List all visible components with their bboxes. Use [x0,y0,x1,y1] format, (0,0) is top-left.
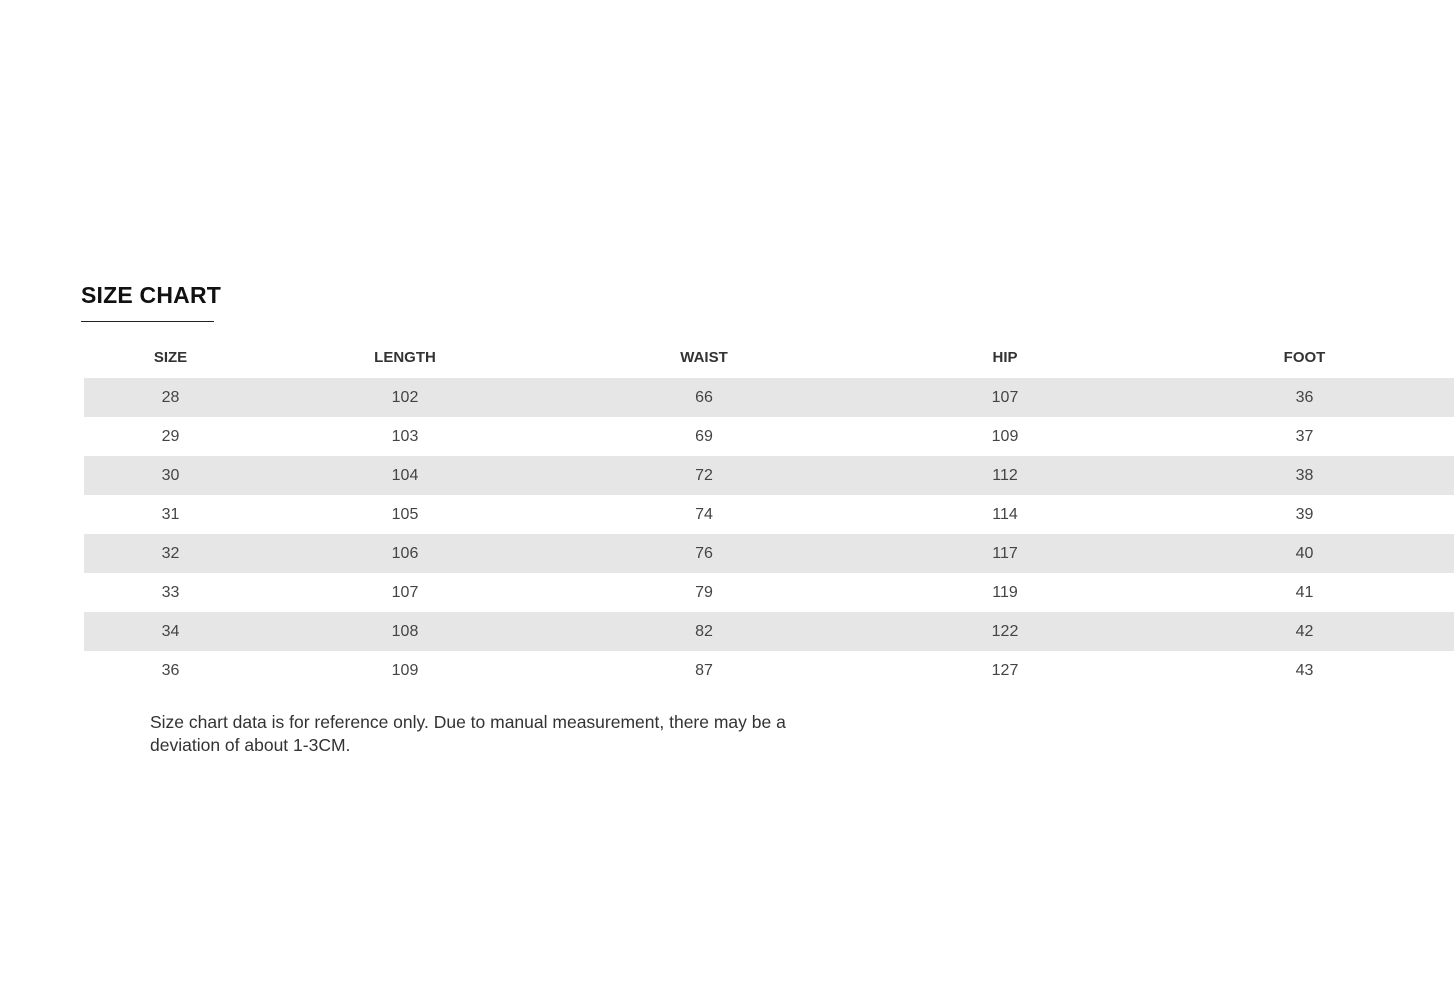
cell-hip: 107 [855,378,1155,417]
cell-length: 107 [391,583,419,601]
cell-size: 36 [161,661,180,679]
cell-size: 32 [84,534,257,573]
cell-length: 103 [391,427,419,445]
cell-foot: 43 [1295,661,1314,679]
cell-hip: 114 [992,505,1018,523]
table-row [84,534,1454,573]
cell-waist: 79 [695,583,713,601]
table-row [84,417,1454,456]
cell-waist: 76 [553,534,855,573]
cell-foot: 41 [1295,583,1314,601]
cell-foot: 36 [1155,378,1454,417]
cell-hip: 127 [991,661,1019,679]
cell-length: 106 [257,534,553,573]
cell-foot: 42 [1155,612,1454,651]
table-row [84,612,1454,651]
table-row [84,495,1454,534]
cell-length: 105 [391,505,419,523]
table-row [84,651,1454,690]
table-row [84,573,1454,612]
title-underline [81,321,214,322]
table-row [84,456,1454,495]
size-table [84,336,1454,690]
cell-waist: 72 [553,456,855,495]
table-row [84,378,1454,417]
cell-length: 109 [391,661,419,679]
header-hip: HIP [992,348,1018,366]
cell-foot: 38 [1155,456,1454,495]
cell-hip: 112 [855,456,1155,495]
cell-foot: 40 [1155,534,1454,573]
cell-waist: 69 [695,427,713,445]
cell-size: 31 [161,505,180,523]
cell-length: 108 [257,612,553,651]
cell-hip: 109 [991,427,1019,445]
cell-hip: 122 [855,612,1155,651]
cell-waist: 74 [695,505,713,523]
size-table-container [84,336,1326,690]
cell-size: 29 [161,427,180,445]
reference-note: Size chart data is for reference only. Due to manual measurement, there may be a deviation of about 1-3CM. [150,712,786,755]
header-length: LENGTH [374,348,436,366]
header-foot: FOOT [1283,348,1326,366]
cell-size: 28 [84,378,257,417]
cell-waist: 66 [553,378,855,417]
cell-waist: 82 [553,612,855,651]
page-title: SIZE CHART [81,282,221,308]
cell-hip: 119 [992,583,1018,601]
cell-length: 102 [257,378,553,417]
cell-size: 34 [84,612,257,651]
header-row [84,336,1454,378]
cell-hip: 117 [855,534,1155,573]
cell-waist: 87 [695,661,713,679]
cell-foot: 37 [1295,427,1314,445]
cell-foot: 39 [1295,505,1314,523]
cell-length: 104 [257,456,553,495]
cell-size: 30 [84,456,257,495]
cell-size: 33 [161,583,180,601]
header-size: SIZE [153,348,188,366]
header-waist: WAIST [680,348,728,366]
